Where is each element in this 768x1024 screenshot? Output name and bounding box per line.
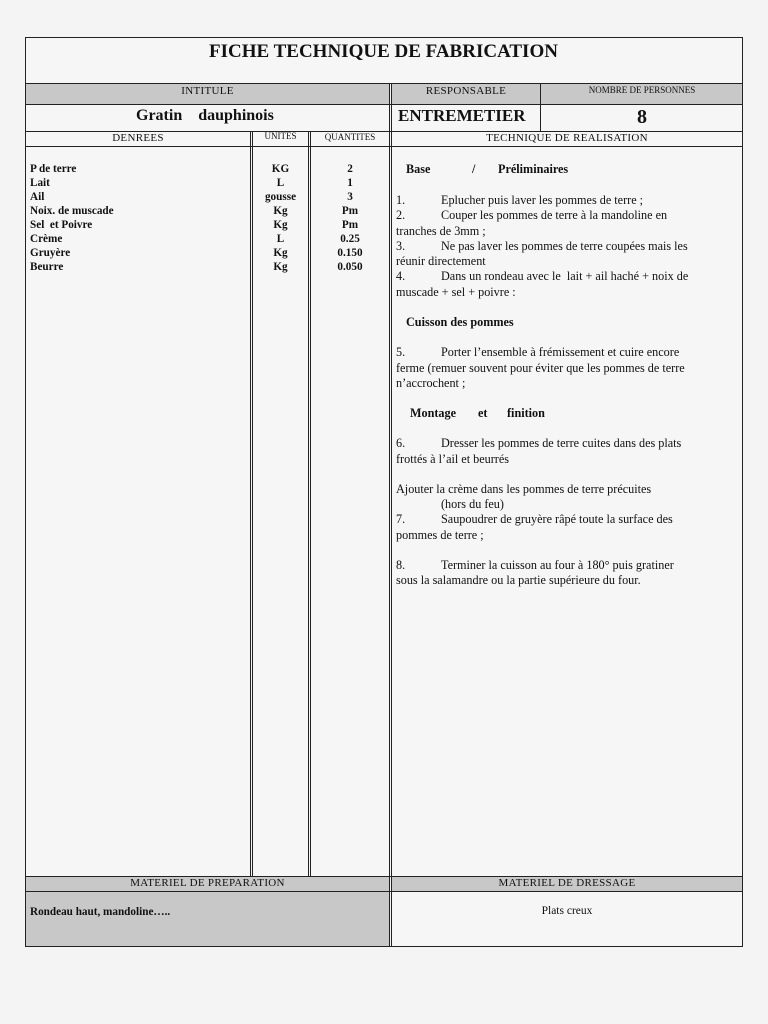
personnes-value: 8 <box>637 106 647 128</box>
step-3: 3. Ne pas laver les pommes de terre coupées mais les <box>396 238 688 253</box>
section-cuisson: Cuisson des pommes <box>406 315 514 330</box>
step-4: 4. Dans un rondeau avec le lait + ail haché + noix de <box>396 269 689 284</box>
ingredient-unit: KG <box>271 163 290 175</box>
quantites-header: QUANTITES <box>324 132 376 142</box>
step-7: 7. Saupoudrer de gruyère râpé toute la surface des <box>396 512 673 527</box>
step-6-cont: frottés à l’ail et beurrés <box>396 451 510 466</box>
ingredient-unit: Kg <box>273 261 288 273</box>
section-label: finition <box>507 406 545 421</box>
nombre-personnes-header: NOMBRE DE PERSONNES <box>588 85 696 95</box>
step-8-cont: sous la salamandre ou la partie supérieure du four. <box>396 573 641 588</box>
ingredient-unit: L <box>276 177 285 189</box>
ingredient-qty: Pm <box>341 219 359 231</box>
section-label: Préliminaires <box>498 162 569 176</box>
ingredient-name: Sel et Poivre <box>30 219 93 231</box>
ingredient-name: Beurre <box>30 261 64 273</box>
ingredient-unit: Kg <box>273 247 288 259</box>
step-7-cont: pommes de terre ; <box>396 527 484 542</box>
section-label: et <box>478 406 488 421</box>
step-5: 5. Porter l’ensemble à frémissement et cuire encore <box>396 345 680 360</box>
ingredient-unit: Kg <box>273 219 288 231</box>
ingredient-quantities <box>311 162 389 274</box>
ingredient-names <box>30 162 248 274</box>
ingredient-name: P de terre <box>30 163 77 175</box>
responsable-value: ENTREMETIER <box>398 106 526 125</box>
ingredient-qty: 0.050 <box>337 261 363 273</box>
ingredient-qty: 0.25 <box>340 233 360 245</box>
technique-body <box>396 162 738 589</box>
section-label: Montage <box>410 406 457 421</box>
section-preliminaires <box>406 162 738 178</box>
step-1: 1. Eplucher puis laver les pommes de terre ; <box>396 193 644 207</box>
step-4-cont: muscade + sel + poivre : <box>396 284 516 299</box>
ingredient-unit: gousse <box>264 191 297 203</box>
step-6: 6. Dresser les pommes de terre cuites dans des plats <box>396 436 682 451</box>
responsable-header: RESPONSABLE <box>425 85 507 97</box>
extra-step: Ajouter la crème dans les pommes de terre précuites <box>396 481 652 496</box>
ingredient-unit: Kg <box>273 205 288 217</box>
step-2: 2. Couper les pommes de terre à la mandoline en <box>396 208 668 223</box>
ingredient-qty: 1 <box>347 177 353 189</box>
materiel-dressage-value: Plats creux <box>541 905 593 917</box>
section-label: Base <box>406 162 431 176</box>
ingredient-qty: 3 <box>347 191 353 203</box>
materiel-preparation-header: MATERIEL DE PREPARATION <box>130 877 285 889</box>
materiel-dressage-header: MATERIEL DE DRESSAGE <box>498 877 636 889</box>
unites-header: UNITES <box>264 131 297 141</box>
ingredient-qty: 2 <box>347 163 353 175</box>
denrees-header: DENREES <box>112 132 164 144</box>
step-5-cont: n’accrochent ; <box>396 375 466 390</box>
ingredient-name: Noix. de muscade <box>30 205 114 217</box>
ingredient-qty: Pm <box>341 205 359 217</box>
ingredient-unit: L <box>276 233 285 245</box>
ingredient-name: Crème <box>30 233 63 245</box>
step-2-cont: tranches de 3mm ; <box>396 223 486 238</box>
ingredient-qty: 0.150 <box>337 247 363 259</box>
page-title: FICHE TECHNIQUE DE FABRICATION <box>209 41 558 62</box>
recipe-name: Gratin dauphinois <box>136 107 274 124</box>
technique-header: TECHNIQUE DE REALISATION <box>486 132 648 144</box>
intitule-header: INTITULE <box>181 85 234 97</box>
ingredient-name: Lait <box>30 177 50 189</box>
ingredient-name: Gruyère <box>30 247 71 259</box>
step-5-cont: ferme (remuer souvent pour éviter que les pommes de terre <box>396 360 685 375</box>
ingredient-name: Ail <box>30 191 45 203</box>
ingredient-units <box>253 162 308 274</box>
section-separator: / <box>472 162 476 176</box>
extra-step-cont: (hors du feu) <box>441 497 504 512</box>
materiel-preparation-value: Rondeau haut, mandoline….. <box>30 906 171 918</box>
step-3-cont: réunir directement <box>396 254 486 269</box>
section-montage <box>410 406 738 421</box>
step-8: 8. Terminer la cuisson au four à 180° puis gratiner <box>396 558 674 573</box>
technical-sheet <box>25 37 743 947</box>
